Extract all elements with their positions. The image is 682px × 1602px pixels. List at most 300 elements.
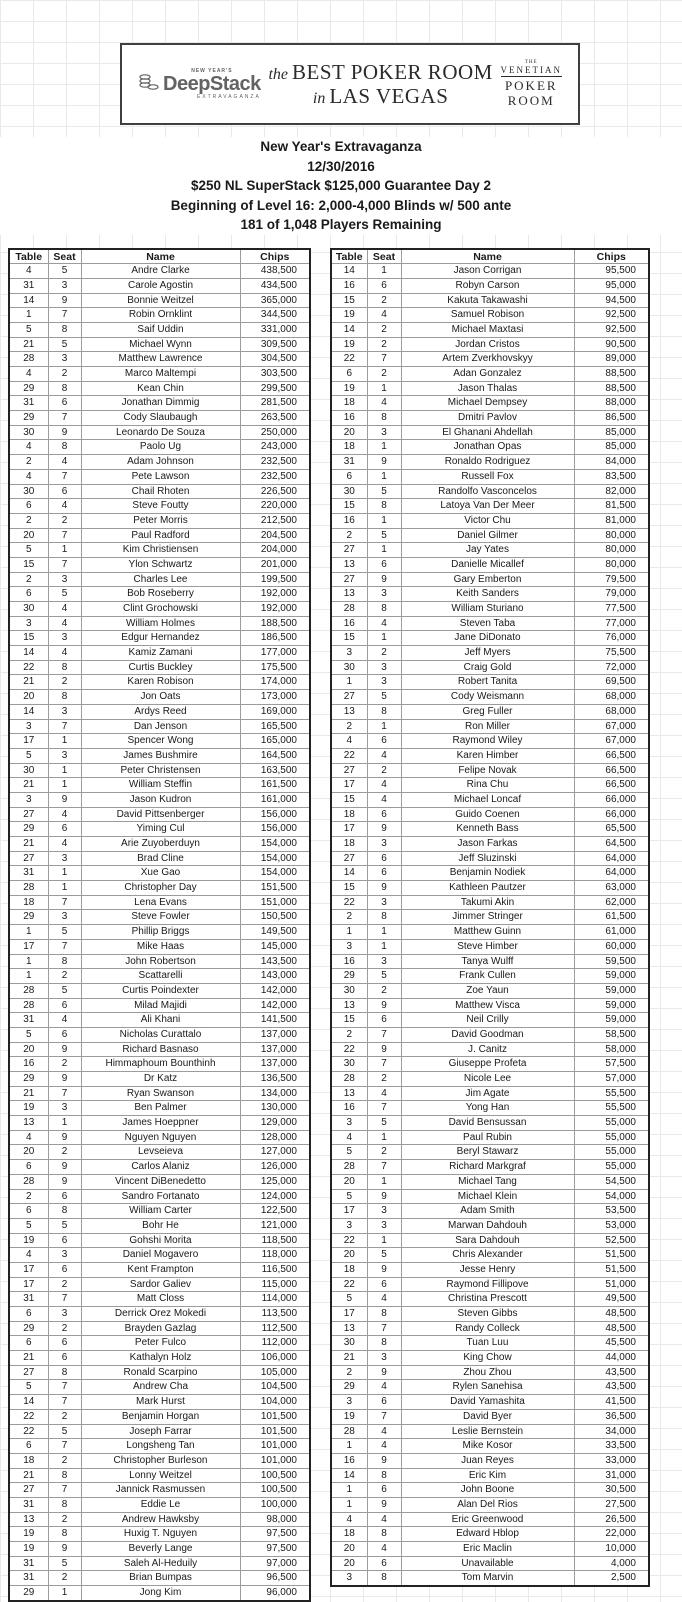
seat-number-cell: 9 — [48, 1174, 81, 1189]
seat-number-cell: 1 — [367, 264, 401, 279]
table-row — [331, 440, 649, 455]
table-number-cell: 15 — [331, 293, 367, 308]
chips-cell: 85,000 — [574, 440, 649, 455]
seat-number-cell: 4 — [48, 837, 81, 852]
seat-number-cell: 2 — [48, 1512, 81, 1527]
table-number-cell: 22 — [9, 1409, 48, 1424]
player-name-cell: Kakuta Takawashi — [401, 293, 574, 308]
table-row — [331, 895, 649, 910]
table-row — [9, 1468, 310, 1483]
table-row — [9, 513, 310, 528]
table-number-cell: 16 — [331, 278, 367, 293]
seat-number-cell: 9 — [367, 1262, 401, 1277]
seat-number-cell: 4 — [48, 499, 81, 514]
chips-cell: 36,500 — [574, 1409, 649, 1424]
table-number-cell: 1 — [9, 954, 48, 969]
venetian-logo — [501, 60, 563, 108]
seat-number-cell: 4 — [367, 308, 401, 323]
chips-cell: 118,500 — [240, 1233, 310, 1248]
deepstack-sub-label: EXTRAVAGANZA — [196, 93, 261, 100]
chips-cell: 77,000 — [574, 616, 649, 631]
table-row — [9, 763, 310, 778]
player-name-cell: Zoe Yaun — [401, 983, 574, 998]
player-name-cell: Christina Prescott — [401, 1292, 574, 1307]
player-name-cell: Brian Bumpas — [81, 1571, 240, 1586]
table-number-cell: 14 — [9, 704, 48, 719]
table-number-cell: 30 — [9, 602, 48, 617]
table-number-cell: 22 — [331, 352, 367, 367]
seat-number-cell: 1 — [367, 440, 401, 455]
table-number-cell: 20 — [9, 1145, 48, 1160]
seat-number-cell: 4 — [48, 616, 81, 631]
table-row — [9, 352, 310, 367]
chips-cell: 149,500 — [240, 925, 310, 940]
column-header-chips: Chips — [574, 249, 649, 264]
column-header-name: Name — [401, 249, 574, 264]
chips-cell: 118,000 — [240, 1248, 310, 1263]
player-name-cell: J. Canitz — [401, 1042, 574, 1057]
table-number-cell: 14 — [331, 866, 367, 881]
seat-number-cell: 5 — [48, 925, 81, 940]
chips-cell: 128,000 — [240, 1130, 310, 1145]
seat-number-cell: 6 — [367, 1556, 401, 1571]
table-row — [331, 278, 649, 293]
table-number-cell: 3 — [9, 719, 48, 734]
player-name-cell: Kathalyn Holz — [81, 1351, 240, 1366]
table-number-cell: 18 — [331, 440, 367, 455]
seat-number-cell: 3 — [367, 954, 401, 969]
player-name-cell: Artem Zverkhovskyy — [401, 352, 574, 367]
table-row — [9, 1145, 310, 1160]
player-name-cell: Randy Colleck — [401, 1321, 574, 1336]
player-name-cell: Daniel Gilmer — [401, 528, 574, 543]
table-row — [331, 1189, 649, 1204]
chips-cell: 79,500 — [574, 572, 649, 587]
chips-cell: 63,000 — [574, 881, 649, 896]
chips-cell: 112,000 — [240, 1336, 310, 1351]
table-row — [331, 1321, 649, 1336]
chips-cell: 100,500 — [240, 1483, 310, 1498]
column-header-seat: Seat — [367, 249, 401, 264]
chips-cell: 43,500 — [574, 1380, 649, 1395]
chips-cell: 34,000 — [574, 1424, 649, 1439]
player-name-cell: Steven Taba — [401, 616, 574, 631]
seat-number-cell: 4 — [367, 1424, 401, 1439]
chips-cell: 64,000 — [574, 851, 649, 866]
chips-cell: 122,500 — [240, 1204, 310, 1219]
table-row — [9, 748, 310, 763]
seat-number-cell: 8 — [48, 322, 81, 337]
table-number-cell: 4 — [9, 469, 48, 484]
player-name-cell: Sandro Fortanato — [81, 1189, 240, 1204]
table-row — [9, 1042, 310, 1057]
table-number-cell: 13 — [331, 998, 367, 1013]
table-number-cell: 21 — [331, 1351, 367, 1366]
table-number-cell: 4 — [9, 367, 48, 382]
table-row — [9, 998, 310, 1013]
tournament-name: $250 NL SuperStack $125,000 Guarantee Day 2 — [0, 176, 682, 196]
chips-cell: 82,000 — [574, 484, 649, 499]
table-row — [331, 675, 649, 690]
player-name-cell: Bob Roseberry — [81, 587, 240, 602]
seat-number-cell: 2 — [48, 1277, 81, 1292]
chips-cell: 59,500 — [574, 954, 649, 969]
player-name-cell: Keith Sanders — [401, 587, 574, 602]
seat-number-cell: 7 — [48, 411, 81, 426]
table-number-cell: 4 — [331, 734, 367, 749]
chips-cell: 66,500 — [574, 748, 649, 763]
player-name-cell: Michael Tang — [401, 1174, 574, 1189]
table-number-cell: 2 — [9, 1189, 48, 1204]
player-name-cell: Beverly Lange — [81, 1542, 240, 1557]
table-number-cell: 19 — [9, 1101, 48, 1116]
table-number-cell: 20 — [331, 1542, 367, 1557]
chips-cell: 33,000 — [574, 1453, 649, 1468]
table-number-cell: 15 — [9, 557, 48, 572]
chips-cell: 92,500 — [574, 322, 649, 337]
chips-cell: 97,500 — [240, 1542, 310, 1557]
chips-cell: 58,500 — [574, 1027, 649, 1042]
table-row — [9, 1512, 310, 1527]
player-name-cell: Jim Agate — [401, 1086, 574, 1101]
player-name-cell: Matthew Visca — [401, 998, 574, 1013]
chips-cell: 30,500 — [574, 1483, 649, 1498]
table-number-cell: 14 — [9, 1395, 48, 1410]
player-name-cell: Adan Gonzalez — [401, 367, 574, 382]
seat-number-cell: 7 — [48, 1483, 81, 1498]
player-name-cell: Joseph Farrar — [81, 1424, 240, 1439]
player-name-cell: Arie Zuyoberduyn — [81, 837, 240, 852]
deepstack-logo — [138, 69, 261, 100]
column-header-seat: Seat — [48, 249, 81, 264]
table-number-cell: 2 — [331, 1027, 367, 1042]
table-row — [331, 1027, 649, 1042]
poker-room-tagline — [268, 60, 492, 109]
table-number-cell: 19 — [9, 1233, 48, 1248]
seat-number-cell: 2 — [367, 763, 401, 778]
player-name-cell: Clint Grochowski — [81, 602, 240, 617]
table-row — [331, 998, 649, 1013]
seat-number-cell: 1 — [367, 543, 401, 558]
chips-cell: 64,000 — [574, 866, 649, 881]
table-number-cell: 17 — [9, 1262, 48, 1277]
seat-number-cell: 3 — [48, 1307, 81, 1322]
player-name-cell: Greg Fuller — [401, 704, 574, 719]
player-name-cell: Peter Fulco — [81, 1336, 240, 1351]
right-roster-table — [330, 248, 650, 1587]
table-number-cell: 30 — [331, 660, 367, 675]
chips-cell: 145,000 — [240, 939, 310, 954]
table-number-cell: 28 — [331, 1424, 367, 1439]
table-number-cell: 28 — [9, 998, 48, 1013]
seat-number-cell: 1 — [48, 866, 81, 881]
table-row — [331, 1542, 649, 1557]
player-name-cell: Daniel Mogavero — [81, 1248, 240, 1263]
player-name-cell: Felipe Novak — [401, 763, 574, 778]
table-row — [331, 734, 649, 749]
table-row — [9, 1527, 310, 1542]
table-row — [9, 293, 310, 308]
player-name-cell: Rina Chu — [401, 778, 574, 793]
table-number-cell: 17 — [331, 1204, 367, 1219]
table-number-cell: 21 — [9, 778, 48, 793]
player-name-cell: Yong Han — [401, 1101, 574, 1116]
chips-cell: 66,500 — [574, 778, 649, 793]
table-number-cell: 3 — [331, 939, 367, 954]
table-row — [331, 469, 649, 484]
chips-cell: 55,500 — [574, 1086, 649, 1101]
table-number-cell: 5 — [9, 1218, 48, 1233]
player-name-cell: Jason Corrigan — [401, 264, 574, 279]
chips-cell: 86,500 — [574, 411, 649, 426]
table-number-cell: 31 — [9, 1292, 48, 1307]
table-row — [9, 1395, 310, 1410]
table-number-cell: 15 — [331, 631, 367, 646]
chips-cell: 151,000 — [240, 895, 310, 910]
player-name-cell: Ylon Schwartz — [81, 557, 240, 572]
chips-cell: 57,500 — [574, 1057, 649, 1072]
seat-number-cell: 1 — [367, 1130, 401, 1145]
player-name-cell: Unavailable — [401, 1556, 574, 1571]
table-number-cell: 16 — [331, 954, 367, 969]
chips-cell: 92,500 — [574, 308, 649, 323]
table-row — [331, 1468, 649, 1483]
player-name-cell: Latoya Van Der Meer — [401, 499, 574, 514]
player-name-cell: Kent Frampton — [81, 1262, 240, 1277]
chips-cell: 88,000 — [574, 396, 649, 411]
table-number-cell: 3 — [331, 1218, 367, 1233]
player-name-cell: Spencer Wong — [81, 734, 240, 749]
seat-number-cell: 6 — [367, 557, 401, 572]
seat-number-cell: 7 — [48, 1086, 81, 1101]
chips-cell: 164,500 — [240, 748, 310, 763]
table-number-cell: 19 — [331, 381, 367, 396]
seat-number-cell: 1 — [48, 1586, 81, 1601]
table-row — [9, 851, 310, 866]
table-number-cell: 1 — [331, 925, 367, 940]
player-name-cell: Scattarelli — [81, 969, 240, 984]
table-number-cell: 13 — [331, 587, 367, 602]
chips-cell: 142,000 — [240, 998, 310, 1013]
seat-number-cell: 8 — [367, 499, 401, 514]
table-number-cell: 18 — [331, 837, 367, 852]
chips-cell: 10,000 — [574, 1542, 649, 1557]
table-number-cell: 30 — [9, 763, 48, 778]
table-row — [331, 1218, 649, 1233]
chips-cell: 66,000 — [574, 807, 649, 822]
table-row — [9, 425, 310, 440]
player-name-cell: Steve Foutty — [81, 499, 240, 514]
chips-cell: 85,000 — [574, 425, 649, 440]
chips-cell: 100,000 — [240, 1497, 310, 1512]
chips-cell: 101,000 — [240, 1453, 310, 1468]
table-number-cell: 3 — [331, 646, 367, 661]
player-name-cell: Karen Robison — [81, 675, 240, 690]
table-number-cell: 16 — [331, 616, 367, 631]
chips-cell: 161,500 — [240, 778, 310, 793]
chips-cell: 44,000 — [574, 1351, 649, 1366]
table-number-cell: 6 — [9, 1439, 48, 1454]
table-row — [331, 513, 649, 528]
seat-number-cell: 9 — [367, 998, 401, 1013]
table-row — [9, 1086, 310, 1101]
table-number-cell: 22 — [9, 1424, 48, 1439]
table-row — [9, 1013, 310, 1028]
table-row — [331, 1307, 649, 1322]
player-name-cell: Dmitri Pavlov — [401, 411, 574, 426]
table-row — [331, 381, 649, 396]
seat-number-cell: 7 — [48, 895, 81, 910]
seat-number-cell: 9 — [48, 1042, 81, 1057]
table-number-cell: 20 — [9, 1042, 48, 1057]
player-name-cell: Dr Katz — [81, 1072, 240, 1087]
table-number-cell: 29 — [9, 381, 48, 396]
table-number-cell: 30 — [331, 1336, 367, 1351]
chips-cell: 434,500 — [240, 278, 310, 293]
player-name-cell: Carlos Alaniz — [81, 1160, 240, 1175]
chips-cell: 31,000 — [574, 1468, 649, 1483]
chips-cell: 76,000 — [574, 631, 649, 646]
player-name-cell: Kenneth Bass — [401, 822, 574, 837]
table-row — [9, 881, 310, 896]
seat-number-cell: 6 — [367, 278, 401, 293]
player-name-cell: William Steffin — [81, 778, 240, 793]
table-number-cell: 30 — [331, 484, 367, 499]
table-number-cell: 27 — [9, 1365, 48, 1380]
seat-number-cell: 7 — [48, 469, 81, 484]
table-number-cell: 6 — [331, 469, 367, 484]
seat-number-cell: 5 — [367, 690, 401, 705]
table-number-cell: 14 — [9, 293, 48, 308]
table-number-cell: 3 — [9, 616, 48, 631]
seat-number-cell: 9 — [48, 1160, 81, 1175]
table-number-cell: 31 — [9, 866, 48, 881]
chips-cell: 126,000 — [240, 1160, 310, 1175]
table-row — [9, 557, 310, 572]
table-number-cell: 27 — [9, 807, 48, 822]
seat-number-cell: 4 — [48, 646, 81, 661]
chips-cell: 192,000 — [240, 587, 310, 602]
table-row — [331, 557, 649, 572]
chips-cell: 127,000 — [240, 1145, 310, 1160]
table-row — [331, 352, 649, 367]
table-row — [331, 293, 649, 308]
table-number-cell: 5 — [9, 543, 48, 558]
table-number-cell: 1 — [331, 1439, 367, 1454]
chips-cell: 54,500 — [574, 1174, 649, 1189]
table-number-cell: 29 — [9, 1586, 48, 1601]
table-row — [331, 660, 649, 675]
player-name-cell: Andrew Cha — [81, 1380, 240, 1395]
table-row — [331, 1483, 649, 1498]
player-name-cell: David Pittsenberger — [81, 807, 240, 822]
seat-number-cell: 7 — [48, 528, 81, 543]
player-name-cell: Michael Dempsey — [401, 396, 574, 411]
table-number-cell: 29 — [9, 822, 48, 837]
table-row — [331, 308, 649, 323]
table-row — [9, 278, 310, 293]
table-number-cell: 16 — [9, 1057, 48, 1072]
seat-number-cell: 2 — [48, 675, 81, 690]
seat-number-cell: 8 — [367, 1571, 401, 1586]
chips-cell: 104,000 — [240, 1395, 310, 1410]
table-row — [331, 499, 649, 514]
seat-number-cell: 4 — [367, 616, 401, 631]
player-name-cell: Marco Maltempi — [81, 367, 240, 382]
chips-cell: 243,000 — [240, 440, 310, 455]
seat-number-cell: 3 — [367, 1218, 401, 1233]
table-row — [331, 1453, 649, 1468]
venetian-name-label: VENETIAN — [501, 66, 563, 78]
chips-cell: 204,500 — [240, 528, 310, 543]
table-number-cell: 15 — [331, 1013, 367, 1028]
chips-cell: 65,500 — [574, 822, 649, 837]
player-name-cell: Robert Tanita — [401, 675, 574, 690]
table-number-cell: 30 — [9, 425, 48, 440]
seat-number-cell: 9 — [367, 572, 401, 587]
table-row — [9, 1248, 310, 1263]
player-name-cell: Eddie Le — [81, 1497, 240, 1512]
seat-number-cell: 3 — [367, 1351, 401, 1366]
player-name-cell: Brayden Gazlag — [81, 1321, 240, 1336]
table-row — [9, 895, 310, 910]
seat-number-cell: 6 — [48, 1027, 81, 1042]
deepstack-main-label: DeepStack — [163, 72, 261, 95]
table-row — [331, 455, 649, 470]
table-row — [331, 807, 649, 822]
chips-cell: 57,000 — [574, 1072, 649, 1087]
table-row — [331, 411, 649, 426]
table-number-cell: 22 — [331, 1233, 367, 1248]
table-row — [9, 1307, 310, 1322]
chips-cell: 94,500 — [574, 293, 649, 308]
player-name-cell: Ronaldo Rodriguez — [401, 455, 574, 470]
table-row — [9, 1336, 310, 1351]
table-row — [9, 631, 310, 646]
chips-cell: 114,000 — [240, 1292, 310, 1307]
table-number-cell: 17 — [331, 1307, 367, 1322]
tagline-pre2: in — [312, 90, 326, 107]
seat-number-cell: 9 — [48, 1542, 81, 1557]
chips-cell: 116,500 — [240, 1262, 310, 1277]
chips-cell: 51,500 — [574, 1248, 649, 1263]
player-name-cell: Lonny Weitzel — [81, 1468, 240, 1483]
table-row — [9, 837, 310, 852]
chips-cell: 55,000 — [574, 1160, 649, 1175]
chips-cell: 83,500 — [574, 469, 649, 484]
seat-number-cell: 9 — [367, 455, 401, 470]
player-name-cell: Nicholas Curattalo — [81, 1027, 240, 1042]
seat-number-cell: 8 — [48, 1527, 81, 1542]
table-number-cell: 16 — [331, 513, 367, 528]
tagline-pre1: the — [268, 65, 288, 83]
seat-number-cell: 3 — [367, 587, 401, 602]
seat-number-cell: 3 — [367, 1204, 401, 1219]
chips-cell: 22,000 — [574, 1527, 649, 1542]
chips-cell: 45,500 — [574, 1336, 649, 1351]
chips-cell: 163,500 — [240, 763, 310, 778]
table-row — [9, 1262, 310, 1277]
table-number-cell: 27 — [331, 763, 367, 778]
player-name-cell: Xue Gao — [81, 866, 240, 881]
table-row — [331, 881, 649, 896]
player-name-cell: Pete Lawson — [81, 469, 240, 484]
table-row — [9, 983, 310, 998]
table-number-cell: 15 — [331, 881, 367, 896]
player-name-cell: Kim Christiensen — [81, 543, 240, 558]
player-name-cell: John Boone — [401, 1483, 574, 1498]
seat-number-cell: 9 — [48, 792, 81, 807]
